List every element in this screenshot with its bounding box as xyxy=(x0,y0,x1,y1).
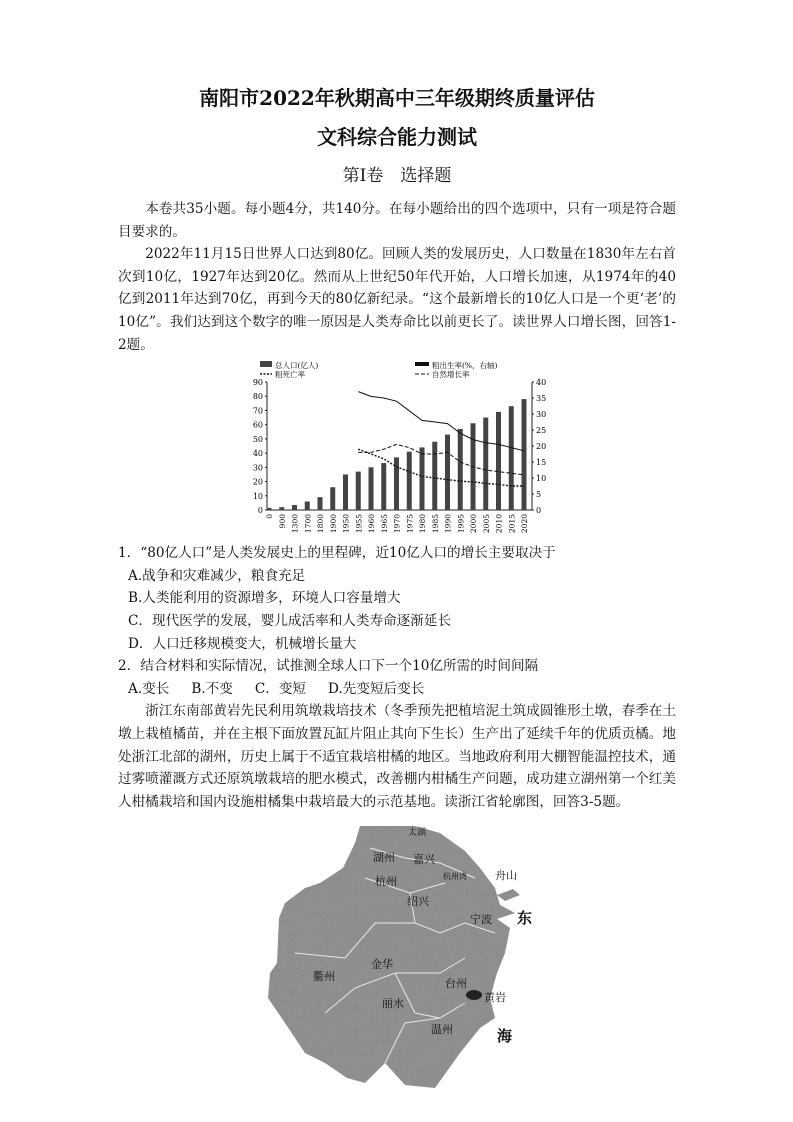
x-tick-label: 2015 xyxy=(507,514,517,534)
x-tick-label: 1955 xyxy=(354,514,364,534)
huangyan-marker xyxy=(466,990,482,1000)
legend-death-rate: 粗死亡率 xyxy=(275,370,305,380)
material-2: 浙江东南部黄岩先民利用筑墩栽培技术（冬季预先把植培泥土筑成圆锥形土墩，春季在土墩上栽植橘苗，并在主根下面放置瓦缸片阻止其向下生长）生产出了延续千年的优质贡橘。地处浙江北部的湖州，历史上属于不适宜栽培柑橘的地区。当地政府利用大棚智能温控技术，通过雾喷灌溉方式还原筑墩栽培的肥水模式，改善棚内柑橘生产问题，成功建立湖州第一个红美人柑橘栽培和国内设施柑橘集中栽培最大的示范基地。读浙江省轮廓图，回答3-5题。 xyxy=(118,703,676,810)
population-bar xyxy=(432,442,437,510)
question-2: 2．结合材料和实际情况，试推测全球人口下一个10亿所需的时间间隔 xyxy=(118,658,539,675)
q1-option-c: C．现代医学的发展，婴儿成活率和人类寿命逐渐延长 xyxy=(128,612,452,629)
map-label-wenzhou: 温州 xyxy=(431,1023,453,1037)
population-bar xyxy=(483,418,488,510)
x-tick-label: 0 xyxy=(265,514,274,519)
legend-bar-swatch xyxy=(260,361,272,367)
map-label-hangzhou: 杭州 xyxy=(375,875,397,889)
legend-natural-growth: 自然增长率 xyxy=(432,370,470,380)
population-bar xyxy=(318,497,323,510)
x-tick-label: 1950 xyxy=(341,514,351,534)
left-tick-label: 60 xyxy=(252,420,263,430)
intro-text: 本卷共35小题。每小题4分，共140分。在每小题给出的四个选项中，只有一项是符合题目要求的。 xyxy=(118,201,676,240)
map-label-hangzhou-bay: 杭州湾 xyxy=(443,872,467,882)
q1-option-b: B.人类能利用的资源增多，环境人口容量增大 xyxy=(128,590,401,607)
population-bar xyxy=(509,406,514,510)
map-label-taizhou: 台州 xyxy=(445,977,467,991)
population-bar xyxy=(267,508,272,510)
legend-population: 总人口(亿人) xyxy=(275,361,319,371)
x-tick-label: 2005 xyxy=(481,514,491,534)
map-label-zhoushan: 舟山 xyxy=(495,869,517,883)
map-label-taihu: 太湖 xyxy=(408,828,427,839)
population-bar xyxy=(458,429,463,510)
population-bar xyxy=(407,452,412,510)
legend-birth-rate: 粗出生率(%，右轴) xyxy=(432,361,498,371)
left-tick-label: 50 xyxy=(252,435,263,445)
map-label-ningbo: 宁波 xyxy=(470,913,492,927)
map-label-huzhou: 湖州 xyxy=(373,851,395,865)
right-tick-label: 35 xyxy=(536,394,547,404)
q1-option-d: D．人口迁移规模变大，机械增长量大 xyxy=(128,635,357,652)
zhejiang-map xyxy=(265,823,545,1091)
population-chart xyxy=(240,360,550,540)
population-bar xyxy=(330,487,335,510)
population-bar xyxy=(381,463,386,510)
right-tick-label: 5 xyxy=(536,490,542,500)
population-bar xyxy=(279,507,284,510)
exam-subtitle: 文科综合能力测试 xyxy=(317,125,477,149)
map-label-jinhua: 金华 xyxy=(371,958,393,972)
population-bar xyxy=(292,505,297,510)
x-tick-label: 1960 xyxy=(367,514,376,534)
left-tick-label: 20 xyxy=(252,477,263,487)
map-label-jiaxing: 嘉兴 xyxy=(413,853,435,867)
left-tick-label: 40 xyxy=(252,449,263,459)
map-label-huangyan: 黄岩 xyxy=(484,991,506,1005)
map-label-quzhou: 衢州 xyxy=(313,970,335,984)
population-bar xyxy=(369,467,374,510)
x-tick-label: 1900 xyxy=(328,514,338,534)
population-bar xyxy=(305,502,310,511)
q2-option-b: B.不变 xyxy=(191,680,233,697)
population-bar xyxy=(343,475,348,511)
right-tick-label: 20 xyxy=(536,442,547,452)
x-tick-label: 1965 xyxy=(379,514,389,534)
population-bar xyxy=(445,435,450,510)
left-tick-label: 70 xyxy=(252,406,263,416)
q1-option-a: A.战争和灾难减少，粮食充足 xyxy=(128,567,306,584)
q2-options xyxy=(118,678,676,701)
x-tick-label: 2000 xyxy=(469,514,478,534)
section-title: 第I卷 选择题 xyxy=(342,166,452,186)
x-tick-label: 1995 xyxy=(456,514,466,534)
x-tick-label: 1985 xyxy=(430,514,440,534)
left-tick-label: 10 xyxy=(252,491,263,501)
right-tick-label: 15 xyxy=(536,458,547,468)
x-tick-label: 2010 xyxy=(494,514,504,534)
zhejiang-outline xyxy=(265,823,545,1091)
right-tick-label: 0 xyxy=(536,506,542,516)
x-tick-label: 900 xyxy=(277,514,287,529)
x-tick-label: 1980 xyxy=(418,514,427,534)
right-tick-label: 10 xyxy=(536,474,547,484)
population-bar xyxy=(356,472,361,510)
map-label-shaoxing: 绍兴 xyxy=(407,895,429,909)
material-1: 2022年11月15日世界人口达到80亿。回顾人类的发展历史，人口数量在1830年左右首次到10亿，1927年达到20亿。然而从上世纪50年代开始，人口增长加速，从1974年的40亿到2011年达到70亿，再到今天的80亿新纪录。“这个最新增长的10亿人口是一个更‘老’的10亿”。我们达到这个数字的唯一原因是人类寿命比以前更长了。读世界人口增长图，回答1-2题。 xyxy=(118,246,676,353)
x-tick-label: 2020 xyxy=(520,514,529,534)
map-label-lishui: 丽水 xyxy=(382,997,404,1011)
population-bar xyxy=(420,448,425,511)
exam-title: 南阳市2022年秋期高中三年级期终质量评估 xyxy=(199,86,595,110)
population-bar xyxy=(496,412,501,510)
legend-birth-swatch xyxy=(415,362,429,366)
x-tick-label: 1300 xyxy=(290,514,300,534)
x-tick-label: 1975 xyxy=(405,514,415,534)
map-label-hai: 海 xyxy=(497,1027,513,1046)
right-tick-label: 40 xyxy=(536,378,547,388)
right-tick-label: 25 xyxy=(536,426,547,436)
q2-option-a: A.变长 xyxy=(128,680,170,697)
left-tick-label: 30 xyxy=(252,463,263,473)
q2-option-d: D.先变短后变长 xyxy=(328,680,425,697)
population-bar xyxy=(522,399,527,510)
x-tick-label: 1700 xyxy=(303,514,313,534)
q2-option-c: C．变短 xyxy=(254,680,307,697)
x-tick-label: 1800 xyxy=(316,514,325,534)
x-tick-label: 1970 xyxy=(392,514,402,534)
question-1: 1．“80亿人口”是人类发展史上的里程碑，近10亿人口的增长主要取决于 xyxy=(118,545,556,562)
x-tick-label: 1990 xyxy=(443,514,453,534)
left-tick-label: 0 xyxy=(257,506,263,516)
map-label-dong: 东 xyxy=(517,909,533,928)
left-tick-label: 90 xyxy=(252,378,263,388)
right-tick-label: 30 xyxy=(536,410,547,420)
left-tick-label: 80 xyxy=(252,392,263,402)
